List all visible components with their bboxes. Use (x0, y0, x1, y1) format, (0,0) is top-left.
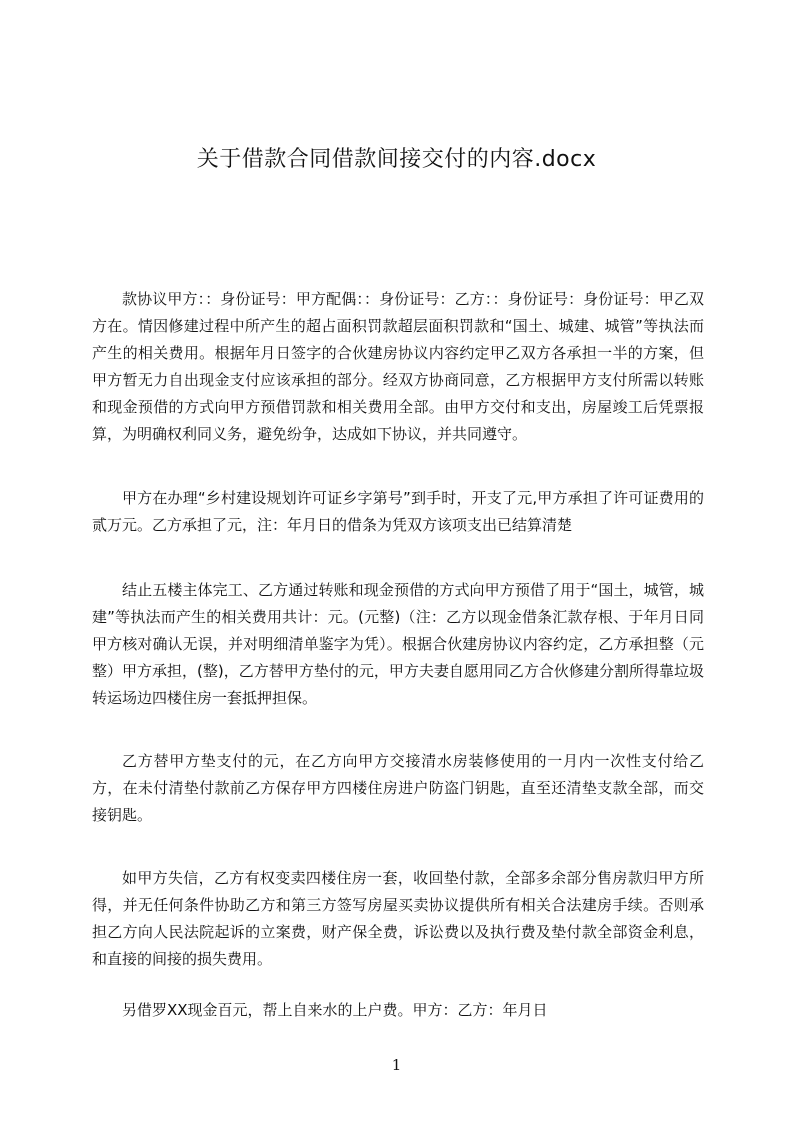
document-body (92, 286, 704, 1024)
paragraph-signature: 另借罗XX现金百元，帮上自来水的上户费。甲方：乙方：年月日 (122, 1001, 548, 1019)
page-number: 1 (391, 1056, 402, 1074)
paragraph-repayment: 乙方替甲方垫支付的元，在乙方向甲方交接清水房装修使用的一月内一次性支付给乙方，在未付清垫付款前乙方保存甲方四楼住房进户防盗门钥匙，直至还清垫支款全部，而交接钥匙。 (92, 752, 704, 824)
paragraph-default-terms: 如甲方失信，乙方有权变卖四楼住房一套，收回垫付款，全部多余部分售房款归甲方所得，并无任何条件协助乙方和第三方签写房屋买卖协议提供所有相关合法建房手续。否则承担乙方向人民法院起诉的立案费，财产保全费，诉讼费以及执行费及垫付款全部资金利息，和直接的间接的损失费用。 (92, 869, 704, 968)
paragraph-permit-fee: 甲方在办理“乡村建设规划许可证乡字第号”到手时，开支了元,甲方承担了许可证费用的贰万元。乙方承担了元，注：年月日的借条为凭双方该项支出已结算清楚 (92, 489, 704, 534)
document-title: 关于借款合同借款间接交付的内容.docx (196, 147, 597, 172)
paragraph-agreement-intro: 款协议甲方：：身份证号：甲方配偶：：身份证号：乙方：：身份证号：身份证号：甲乙双方在。情因修建过程中所产生的超占面积罚款超层面积罚款和“国土、城建、城管”等执法而产生的相关费用。根据年月日签字的合伙建房协议内容约定甲乙双方各承担一半的方案，但甲方暂无力自出现金支付应该承担的部分。经双方协商同意，乙方根据甲方支付所需以转账和现金预借的方式向甲方预借罚款和相关费用全部。由甲方交付和支出，房屋竣工后凭票报算，为明确权利同义务，避免纷争，达成如下协议，并共同遵守。 (92, 290, 704, 443)
paragraph-advance-costs: 结止五楼主体完工、乙方通过转账和现金预借的方式向甲方预借了用于“国土，城管，城建”等执法而产生的相关费用共计：元。(元整)（注：乙方以现金借条汇款存根、于年月日同甲方核对确认无误，并对明细清单鉴字为凭）。根据合伙建房协议内容约定，乙方承担整（元整）甲方承担，(整)，乙方替甲方垫付的元，甲方夫妻自愿用同乙方合伙修建分割所得靠垃圾转运场边四楼住房一套抵押担保。 (92, 581, 704, 707)
